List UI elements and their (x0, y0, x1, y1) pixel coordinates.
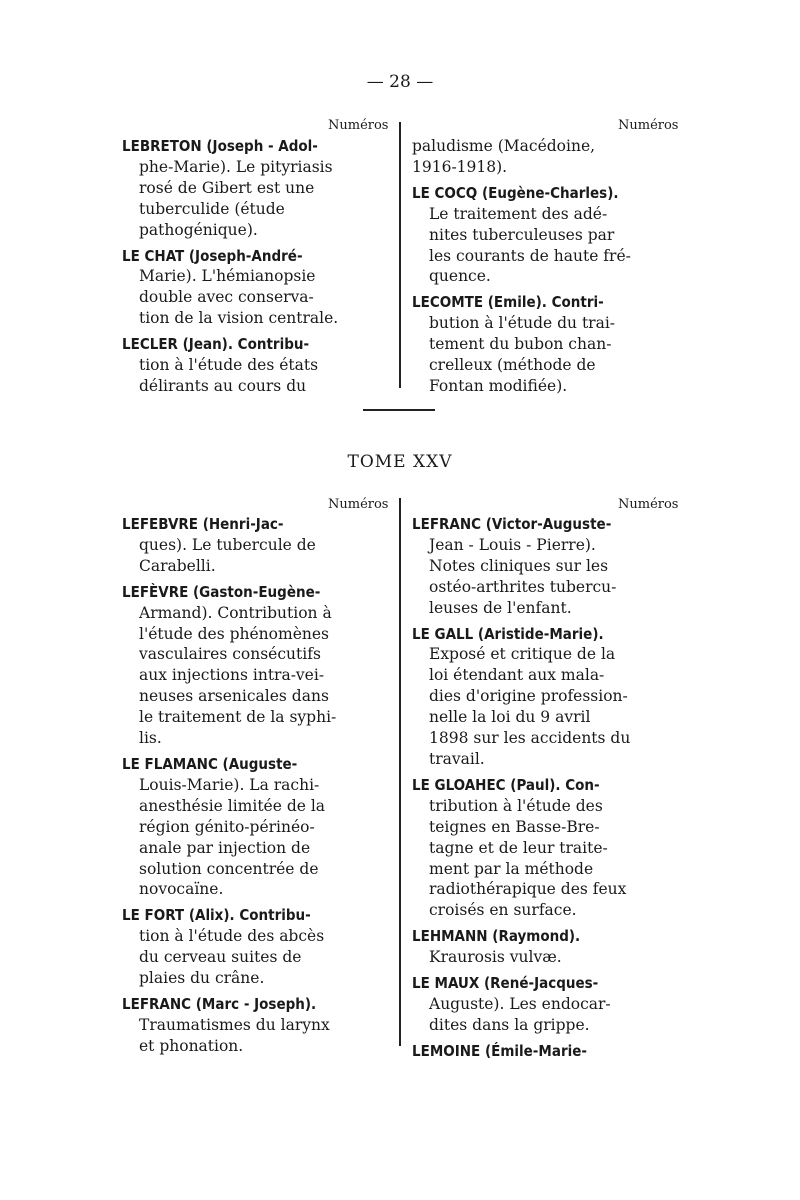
entry-text-line: Armand). Contribution à (139, 603, 332, 622)
author-name: LEFRANC (Victor-Auguste- (412, 515, 612, 533)
entries-bottom-right (412, 514, 679, 1067)
entry-heading-line (412, 183, 679, 204)
author-name: LEHMANN (Raymond). (412, 927, 581, 946)
entry-text-line: travail. (429, 749, 485, 768)
entry-text-line: anale par injection de (139, 838, 311, 857)
entry-heading-line (412, 973, 679, 994)
entry-text-line: délirants au cours du (139, 376, 307, 395)
entry-heading-line (412, 775, 679, 796)
entry-text-line: ment par la méthode (429, 859, 594, 878)
entry-gap (122, 1057, 390, 1062)
entry-text-line: tuberculide (étude (139, 199, 285, 218)
author-name: LECOMTE (Emile). Contri- (412, 293, 604, 312)
entry-text-line: solution concentrée de (139, 859, 319, 878)
numeros-header-top-right: Numéros (618, 118, 679, 133)
author-name: LE GALL (Aristide-Marie). (412, 624, 604, 643)
index-entry (122, 246, 390, 330)
entry-text-line: aux injections intra-vei- (139, 666, 325, 685)
index-entry (412, 514, 679, 619)
author-name: LE CHAT (Joseph-André- (122, 246, 303, 265)
entry-text-line: ques). Le tubercule de (139, 535, 316, 554)
page-number: — 28 — (366, 72, 434, 92)
entry-text-line: plaies du crâne. (139, 969, 265, 988)
entry-text-line: Le traitement des adé- (429, 204, 608, 223)
entry-text-line: Jean - Louis - Pierre). (429, 535, 596, 554)
entry-text-line: dies d'origine profession- (429, 687, 628, 706)
entry-text-line: Exposé et critique de la (429, 645, 616, 664)
entry-text-line: du cerveau suites de (139, 948, 302, 967)
entry-text-line: vasculaires consécutifs (139, 645, 321, 664)
author-name: LEFRANC (Marc - Joseph). (122, 994, 317, 1013)
entry-text-line: l'étude des phénomènes (139, 624, 329, 643)
column-divider-bottom (399, 498, 401, 1046)
entry-text-line: pathogénique). (139, 220, 258, 239)
entries-top-left (122, 136, 390, 402)
section-rule (363, 409, 435, 411)
entry-text-line: neuses arsenicales dans (139, 687, 329, 706)
entry-text-line: phe-Marie). Le pityriasis (139, 157, 333, 176)
entry-heading-line (412, 514, 679, 535)
index-entry (412, 136, 679, 178)
entry-text-line: nelle la loi du 9 avril (429, 708, 591, 727)
author-name: LE COCQ (Eugène-Charles). (412, 183, 619, 202)
entry-text-line: bution à l'étude du trai- (429, 314, 616, 333)
entry-gap (122, 397, 390, 402)
entry-text-line: Traumatismes du larynx (139, 1015, 330, 1034)
numeros-header-bottom-right: Numéros (618, 497, 679, 512)
entry-heading-line (412, 292, 679, 313)
index-entry (122, 136, 390, 241)
index-entry (122, 582, 390, 749)
entry-gap (412, 397, 679, 402)
entry-text-line: Marie). L'hémianopsie (139, 267, 316, 286)
entry-text-line: teignes en Basse-Bre- (429, 817, 600, 836)
entry-text-line: tion à l'étude des états (139, 356, 319, 375)
entry-text-line: radiothérapique des feux (429, 880, 627, 899)
author-name: LEBRETON (Joseph - Adol- (122, 137, 318, 155)
author-name: LE FLAMANC (Auguste- (122, 754, 298, 773)
index-entry (122, 905, 390, 989)
entry-text-line: paludisme (Macédoine, (412, 137, 596, 155)
entry-text-line: tagne et de leur traite- (429, 838, 608, 857)
index-entry (412, 926, 679, 968)
entry-heading-line (122, 582, 390, 603)
entry-text-line: Kraurosis vulvæ. (429, 948, 562, 967)
entry-heading-line (122, 754, 390, 775)
entry-text-line: 1898 sur les accidents du (429, 729, 631, 748)
entry-heading-line (122, 334, 390, 355)
entry-text-line: tement du bubon chan- (429, 335, 612, 354)
entry-heading-line (412, 926, 679, 947)
entry-heading-line (122, 514, 390, 535)
entry-text-line: Notes cliniques sur les (429, 556, 609, 575)
tome-heading: TOME XXV (347, 452, 453, 472)
entry-text-line: crelleux (méthode de (429, 356, 596, 375)
entry-text-line: tion de la vision centrale. (139, 309, 339, 328)
entry-text-line: région génito-périnéo- (139, 817, 315, 836)
entry-text-line: lis. (139, 729, 162, 748)
index-entry (412, 973, 679, 1036)
entry-text-line: 1916-1918). (412, 157, 508, 176)
entry-text-line: le traitement de la syphi- (139, 708, 337, 727)
index-entry (412, 775, 679, 921)
numeros-header-bottom-left: Numéros (328, 497, 389, 512)
entry-text-line: loi étendant aux mala- (429, 666, 605, 685)
entry-text-line: novocaïne. (139, 880, 224, 899)
author-name: LEFEBVRE (Henri-Jac- (122, 515, 284, 533)
author-name: LE GLOAHEC (Paul). Con- (412, 775, 600, 794)
entry-text-line: Louis-Marie). La rachi- (139, 775, 320, 794)
index-entry (412, 624, 679, 770)
author-name: LECLER (Jean). Contribu- (122, 335, 310, 354)
author-name: LE FORT (Alix). Contribu- (122, 906, 311, 925)
entry-text-line: tion à l'étude des abcès (139, 927, 325, 946)
author-name: LEFÈVRE (Gaston-Eugène- (122, 582, 321, 601)
entry-heading-line (122, 905, 390, 926)
entry-text-line: croisés en surface. (429, 901, 577, 920)
entry-heading-line (412, 624, 679, 645)
index-entry (122, 514, 390, 577)
entry-heading-line (412, 1041, 679, 1062)
column-divider-top (399, 122, 401, 388)
entries-top-right (412, 136, 679, 402)
entries-bottom-left (122, 514, 390, 1062)
index-entry (412, 292, 679, 397)
entry-text-line: tribution à l'étude des (429, 796, 603, 815)
numeros-header-top-left: Numéros (328, 118, 389, 133)
entry-text-line: dites dans la grippe. (429, 1015, 590, 1034)
entry-heading-line (122, 994, 390, 1015)
index-entry (122, 334, 390, 397)
entry-text-line: nites tuberculeuses par (429, 225, 615, 244)
entry-text-line: Auguste). Les endocar- (429, 994, 611, 1013)
entry-gap (412, 1062, 679, 1067)
index-entry (122, 754, 390, 900)
entry-text-line: et phonation. (139, 1036, 244, 1055)
index-entry (412, 183, 679, 288)
index-entry (412, 1041, 679, 1062)
index-entry (122, 994, 390, 1057)
author-name: LE MAUX (René-Jacques- (412, 974, 599, 993)
entry-heading-line (122, 246, 390, 267)
entry-heading-line (122, 136, 390, 157)
entry-text-line: leuses de l'enfant. (429, 598, 572, 617)
entry-text-line: Fontan modifiée). (429, 376, 568, 395)
entry-text-line: double avec conserva- (139, 288, 314, 307)
entry-text-line: les courants de haute fré- (429, 246, 631, 265)
entry-text-line: Carabelli. (139, 556, 216, 575)
entry-text-line: quence. (429, 267, 491, 286)
entry-text-line: ostéo-arthrites tubercu- (429, 577, 617, 596)
entry-text-line: rosé de Gibert est une (139, 178, 315, 197)
entry-text-line: anesthésie limitée de la (139, 796, 326, 815)
author-name: LEMOINE (Émile-Marie- (412, 1041, 587, 1060)
